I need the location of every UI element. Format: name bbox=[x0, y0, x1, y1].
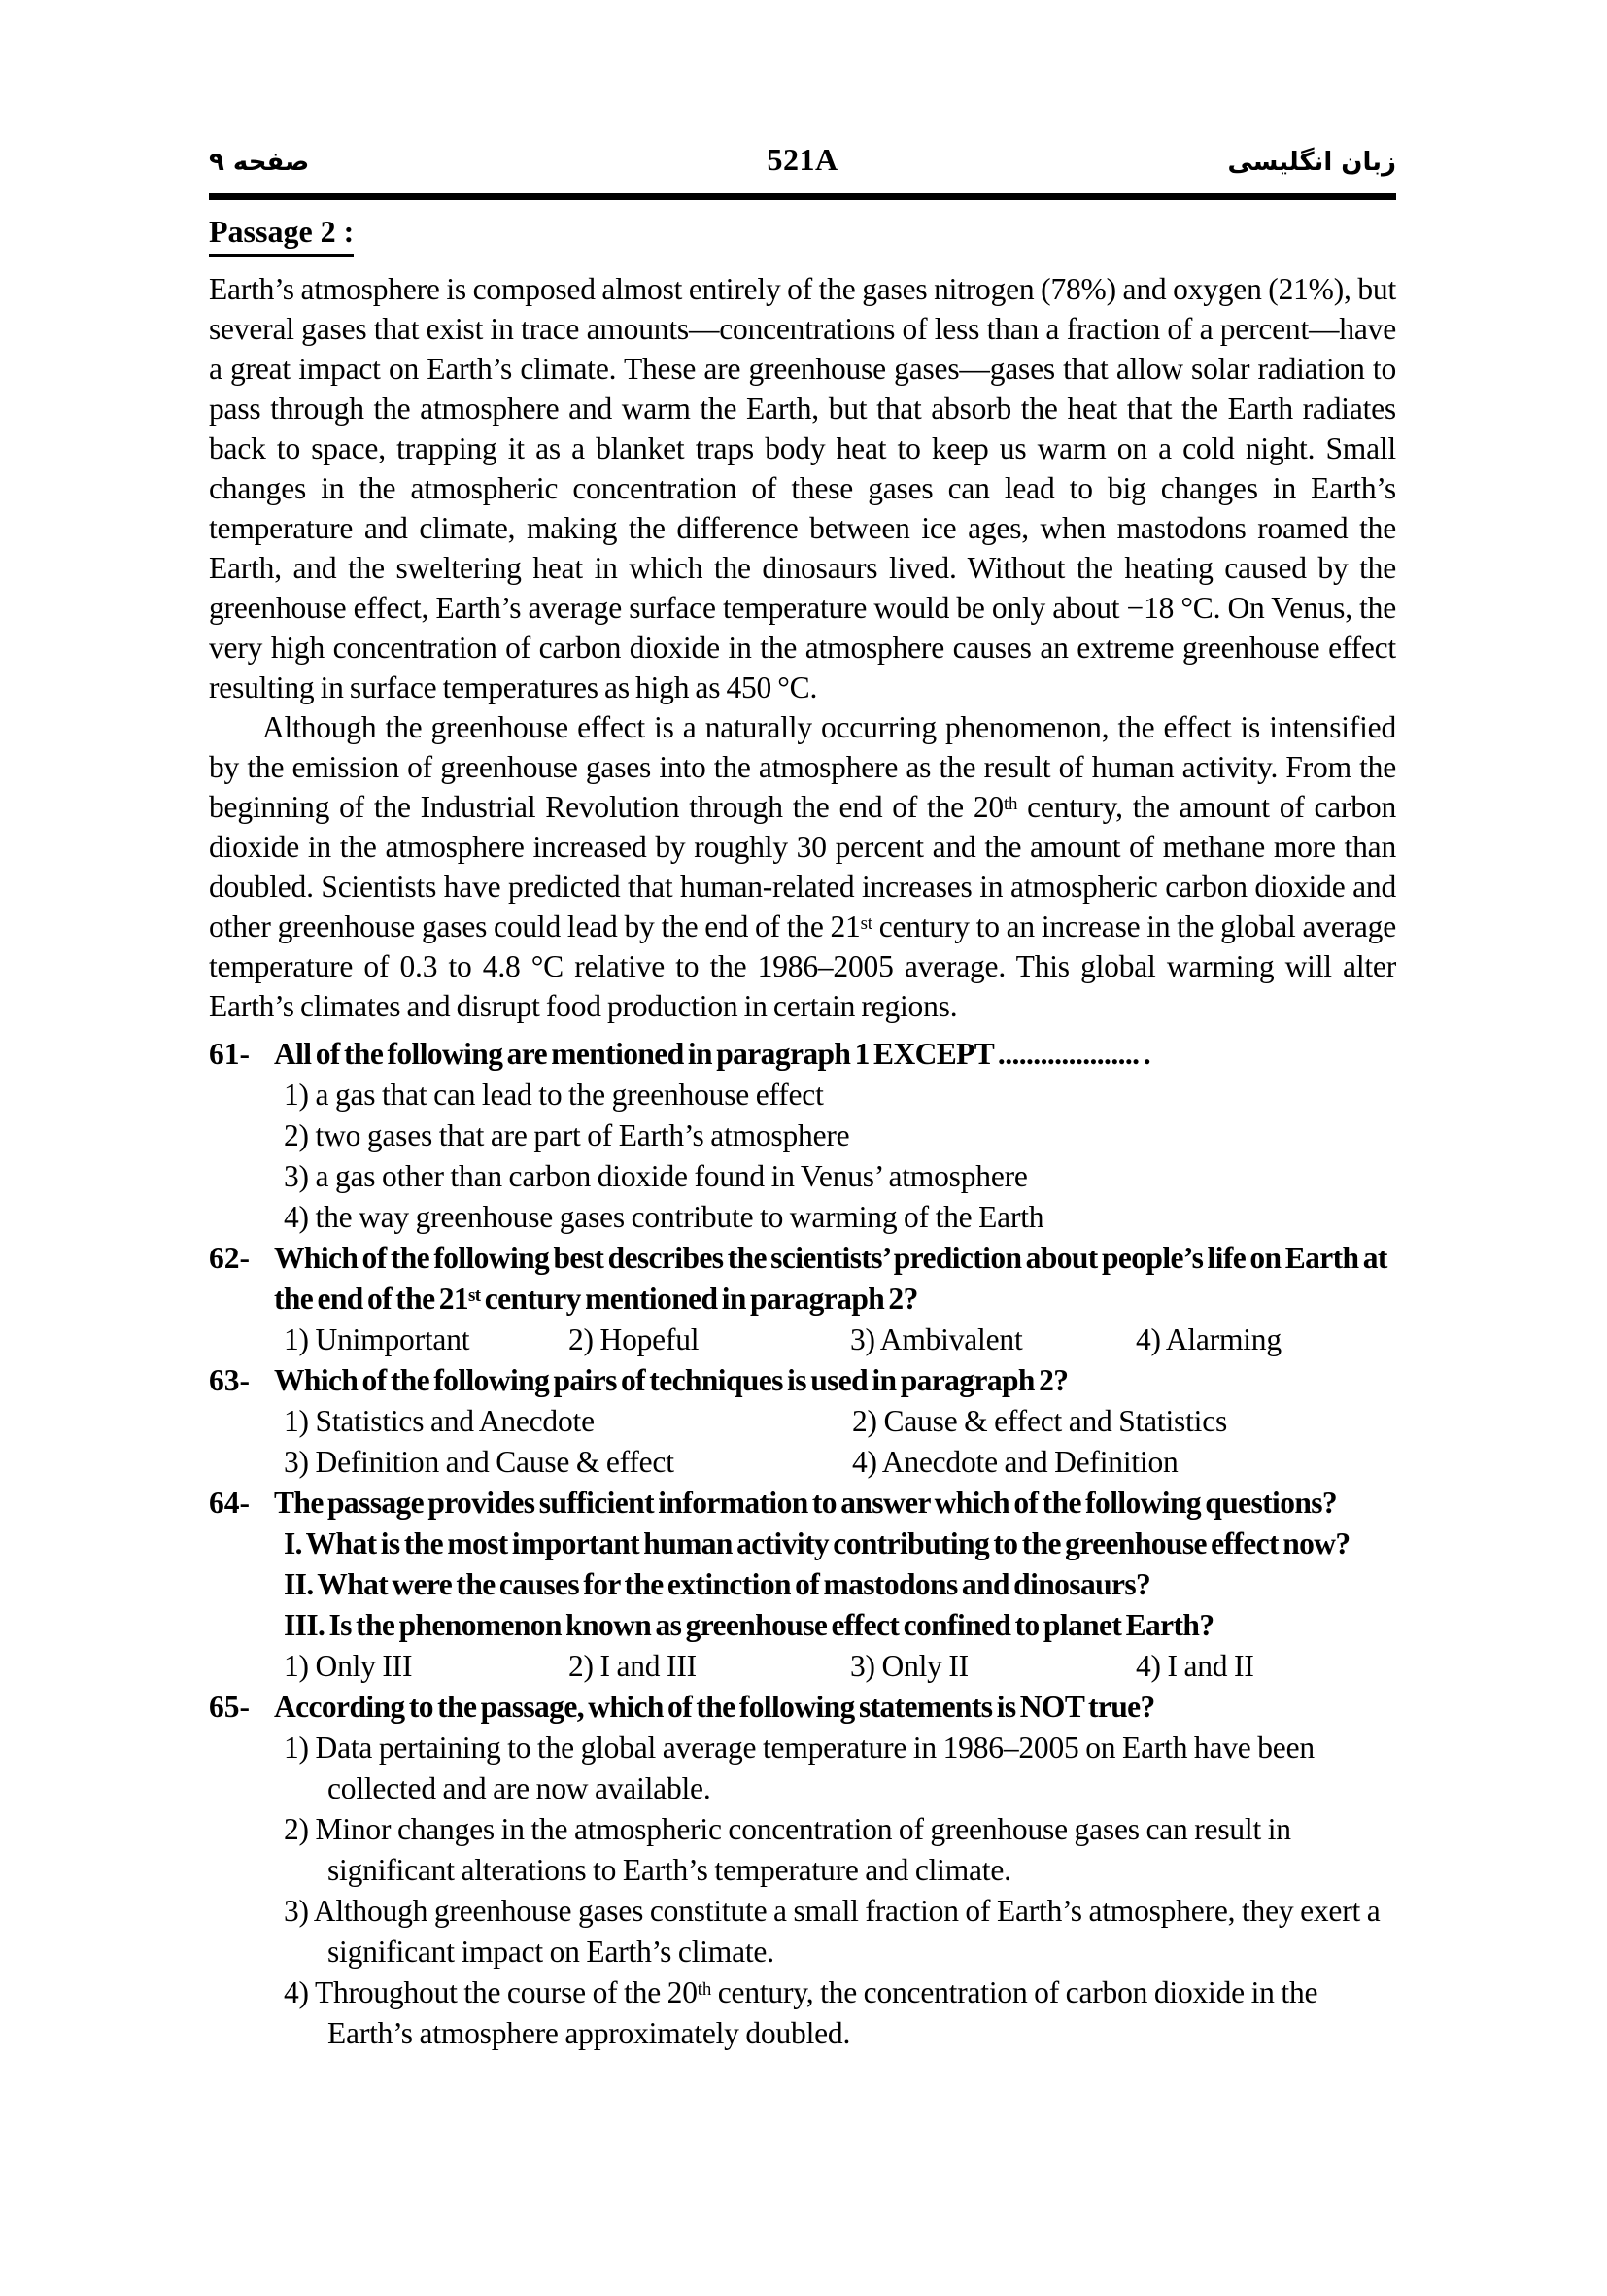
options-row bbox=[284, 1401, 1396, 1442]
option-2: 2) Minor changes in the atmospheric concentration of greenhouse gases can result in significant alterations to Earth’s temperature and climate. bbox=[284, 1812, 1291, 1887]
ordinal-superscript: st bbox=[468, 1285, 481, 1306]
stem-text-part: century mentioned in paragraph 2? bbox=[480, 1282, 918, 1316]
stem-text-part: Which of the following best describes the scientists’ prediction about people’s life on Earth at the end of the 21 bbox=[274, 1241, 1387, 1316]
option-1: 1) Unimportant bbox=[284, 1322, 470, 1356]
option-text-part: century, the concentration of carbon dioxide in the Earth’s atmosphere approximately doubled. bbox=[327, 1975, 1318, 2050]
option-4: 4) the way greenhouse gases contribute to warming of the Earth bbox=[284, 1200, 1044, 1234]
options-row bbox=[284, 1319, 1396, 1360]
questions-section bbox=[209, 1034, 1396, 2054]
question-number: 61- bbox=[209, 1037, 250, 1071]
question-stem: All of the following are mentioned in paragraph 1 EXCEPT .................... . bbox=[274, 1037, 1150, 1071]
option-3: 3) a gas other than carbon dioxide found in Venus’ atmosphere bbox=[284, 1159, 1028, 1193]
question-number: 64- bbox=[209, 1486, 250, 1520]
options-list bbox=[284, 1728, 1396, 2054]
question-65 bbox=[209, 1687, 1396, 2054]
paragraph2-text-part: century, the amount of carbon dioxide in the atmosphere increased by roughly 30 percent and the amount of methane more than doubled. Scientists have predicted that human-related increases in atmospheric carbon dioxide and other greenhouse gases could lead by the end of the 21 bbox=[209, 790, 1396, 943]
question-stem: According to the passage, which of the following statements is NOT true? bbox=[274, 1690, 1155, 1724]
page-header bbox=[209, 142, 1396, 178]
option-2: 2) Cause & effect and Statistics bbox=[852, 1404, 1228, 1438]
question-63 bbox=[209, 1360, 1396, 1483]
statement-II: II. What were the causes for the extinction of mastodons and dinosaurs? bbox=[284, 1567, 1151, 1601]
statement-I: I. What is the most important human activity contributing to the greenhouse effect now? bbox=[284, 1526, 1351, 1560]
question-body bbox=[274, 1360, 1396, 1483]
option-text-part: 4) Throughout the course of the 20 bbox=[284, 1975, 698, 2009]
option-1: 1) Only III bbox=[284, 1649, 413, 1683]
question-61 bbox=[209, 1034, 1396, 1238]
question-62 bbox=[209, 1238, 1396, 1360]
options-row bbox=[284, 1646, 1396, 1687]
option-4: 4) Alarming bbox=[1136, 1322, 1282, 1356]
option-4 bbox=[284, 1972, 1396, 2054]
paragraph2-text-part: Although the greenhouse effect is a naturally occurring phenomenon, the effect is intensified by the emission of greenhouse gases into the atmosphere as the result of human activity. From the beginning of the Industrial Revolution through the end of the 20 bbox=[209, 710, 1396, 824]
passage-title: Passage 2 : bbox=[209, 214, 354, 257]
question-64 bbox=[209, 1483, 1396, 1687]
question-stem: The passage provides sufficient information to answer which of the following questions? bbox=[274, 1486, 1338, 1520]
option-1: 1) a gas that can lead to the greenhouse effect bbox=[284, 1078, 824, 1112]
option-2: 2) I and III bbox=[568, 1649, 697, 1683]
ordinal-superscript: th bbox=[697, 1978, 712, 2000]
passage-title-row bbox=[209, 214, 1396, 257]
question-number: 63- bbox=[209, 1363, 250, 1397]
option-3: 3) Definition and Cause & effect bbox=[284, 1445, 674, 1479]
question-stem: Which of the following pairs of techniques is used in paragraph 2? bbox=[274, 1363, 1069, 1397]
question-body bbox=[274, 1238, 1396, 1360]
question-number: 62- bbox=[209, 1241, 250, 1275]
question-number: 65- bbox=[209, 1690, 250, 1724]
option-4: 4) I and II bbox=[1136, 1649, 1254, 1683]
options-list bbox=[284, 1075, 1396, 1238]
option-2: 2) Hopeful bbox=[568, 1322, 700, 1356]
page-number-label: صفحه ۹ bbox=[209, 148, 310, 177]
ordinal-superscript: st bbox=[860, 912, 872, 934]
passage-paragraph-1: Earth’s atmosphere is composed almost entirely of the gases nitrogen (78%) and oxygen (21%), but several gases that exist in trace amounts—concentrations of less than a fraction of a percent—have a great impact on Earth’s climate. These are greenhouse gases—gases that allow solar radiation to pass through the atmosphere and warm the Earth, but that absorb the heat that the Earth radiates back to space, trapping it as a blanket traps body heat to keep us warm on a cold night. Small changes in the atmospheric concentration of these gases can lead to big changes in Earth’s temperature and climate, making the difference between ice ages, when mastodons roamed the Earth, and the sweltering heat in which the dinosaurs lived. Without the heating caused by the greenhouse effect, Earth’s average surface temperature would be only about −18 °C. On Venus, the very high concentration of carbon dioxide in the atmosphere causes an extreme greenhouse effect resulting in surface temperatures as high as 450 °C. bbox=[209, 272, 1396, 704]
question-stem bbox=[274, 1238, 1396, 1319]
exam-code: 521A bbox=[767, 142, 838, 177]
paragraph2-text-part: century to an increase in the global average temperature of 0.3 to 4.8 °C relative to the 1986–2005 average. This global warming will alter Earth’s climates and disrupt food production in certain regions. bbox=[209, 909, 1397, 1023]
statement-III: III. Is the phenomenon known as greenhouse effect confined to planet Earth? bbox=[284, 1608, 1214, 1642]
ordinal-superscript: th bbox=[1003, 793, 1018, 814]
question-body bbox=[274, 1034, 1396, 1238]
question-body bbox=[274, 1483, 1396, 1687]
option-1: 1) Data pertaining to the global average temperature in 1986–2005 on Earth have been collected and are now available. bbox=[284, 1731, 1315, 1805]
question-body bbox=[274, 1687, 1396, 2054]
option-3: 3) Although greenhouse gases constitute a small fraction of Earth’s atmosphere, they exert a significant impact on Earth’s climate. bbox=[284, 1894, 1381, 1969]
option-3: 3) Ambivalent bbox=[850, 1322, 1023, 1356]
passage-paragraph-2 bbox=[209, 707, 1396, 1026]
options-row bbox=[284, 1442, 1396, 1483]
header-rule bbox=[209, 193, 1396, 200]
option-4: 4) Anecdote and Definition bbox=[852, 1445, 1179, 1479]
option-3: 3) Only II bbox=[850, 1649, 969, 1683]
option-1: 1) Statistics and Anecdote bbox=[284, 1404, 595, 1438]
option-2: 2) two gases that are part of Earth’s atmosphere bbox=[284, 1118, 850, 1152]
subject-label: زبان انگلیسی bbox=[1227, 148, 1396, 177]
